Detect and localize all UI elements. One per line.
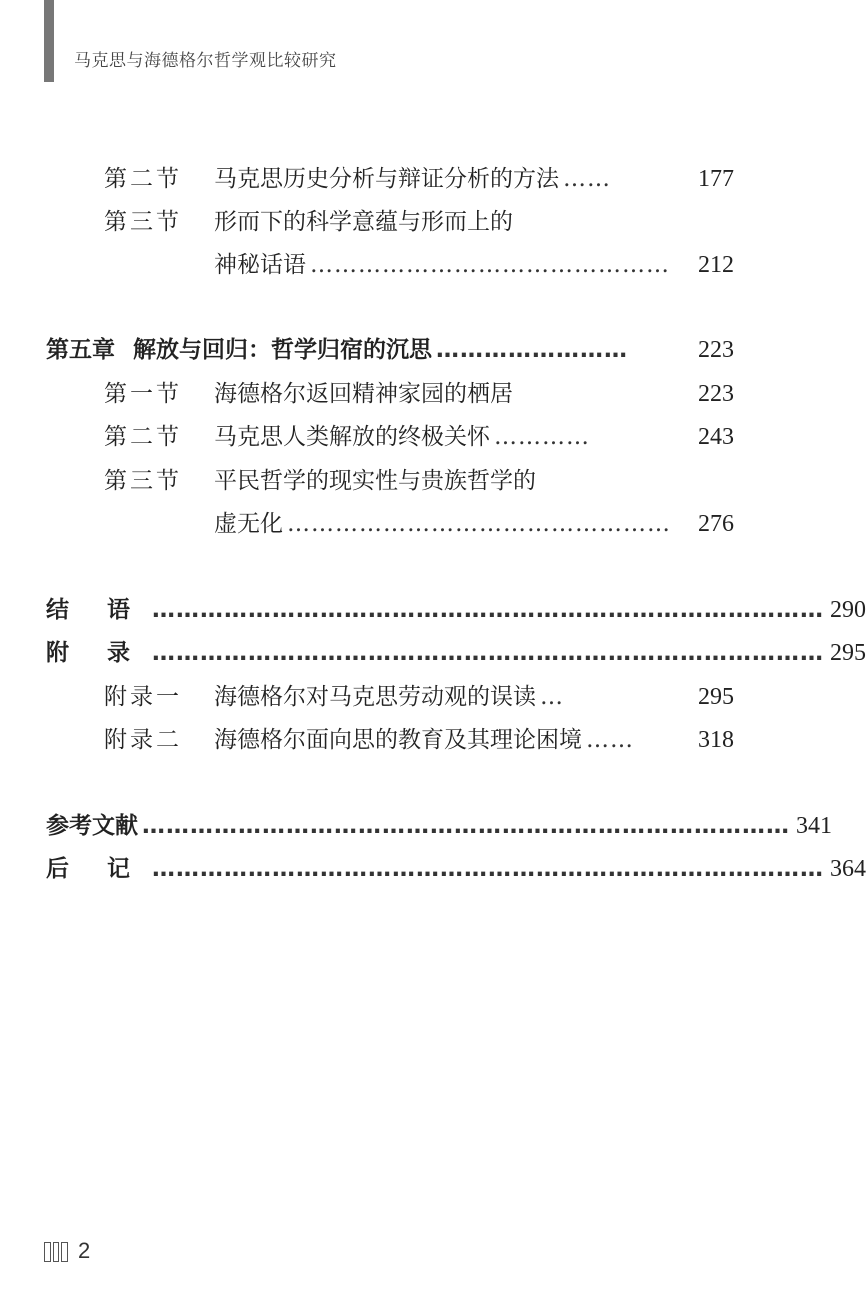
leader-dots: ……	[563, 166, 611, 192]
leader-dots: …	[540, 684, 564, 710]
toc-title: 形而下的科学意蕴与形而上的	[214, 209, 513, 235]
toc-title: 海德格尔面向思的教育及其理论困境	[214, 727, 582, 753]
toc-title: 海德格尔返回精神家园的栖居	[214, 381, 513, 407]
toc-page: 212	[698, 252, 734, 278]
leader-dots: ……	[586, 727, 634, 753]
toc-chapter-label	[46, 853, 130, 885]
toc-label: 附录一	[104, 684, 182, 710]
toc-entry-ch5-s3[interactable]	[104, 465, 734, 497]
toc-chapter-title: 解放与回归：哲学归宿的沉思	[133, 337, 432, 363]
toc-entry-ch5-s2[interactable]	[104, 421, 734, 453]
toc-page: 276	[698, 511, 734, 537]
toc-label: 第三节	[104, 468, 182, 494]
leader-dots: …………	[494, 424, 590, 450]
toc-entry-ch5-s3-cont[interactable]	[214, 508, 734, 540]
leader-dots: …………………………………………………………………………	[152, 597, 824, 623]
label-char-1: 附	[46, 640, 69, 666]
header-side-bar	[44, 0, 54, 82]
toc-label: 第一节	[104, 381, 182, 407]
toc-label: 附录二	[104, 727, 182, 753]
toc-entry-ch4-s3[interactable]	[104, 206, 734, 238]
toc-entry-ch5[interactable]	[46, 334, 734, 366]
toc-entry-ch4-s3-cont[interactable]	[214, 249, 734, 281]
leader-dots: …………………………………………………………………………	[152, 856, 824, 882]
label-char-2: 录	[107, 640, 130, 666]
label-char-2: 语	[107, 597, 130, 623]
toc-title-continued: 神秘话语	[214, 252, 306, 278]
toc-entry-conclusion[interactable]	[46, 594, 866, 626]
leader-dots: ………………………………………	[310, 252, 670, 278]
toc-page: 290	[830, 597, 866, 623]
toc-page: 295	[698, 684, 734, 710]
toc-entry-postscript[interactable]	[46, 853, 866, 885]
page-number: 2	[78, 1238, 91, 1263]
leader-dots: ………………………………………………………………………	[142, 813, 790, 839]
toc-chapter-label: 参考文献	[46, 813, 138, 839]
label-char-1: 结	[46, 597, 69, 623]
toc-page: 341	[796, 813, 832, 839]
toc-page: 243	[698, 424, 734, 450]
toc-title: 平民哲学的现实性与贵族哲学的	[214, 468, 536, 494]
toc-entry-appendix-1[interactable]	[104, 681, 734, 713]
toc-entry-ch4-s2[interactable]	[104, 163, 734, 195]
toc-page: 295	[830, 640, 866, 666]
toc-entry-references[interactable]	[46, 810, 832, 842]
toc-chapter-label: 第五章	[46, 337, 115, 363]
toc-page: 223	[698, 337, 734, 363]
toc-page: 364	[830, 856, 866, 882]
toc-label: 第二节	[104, 424, 182, 450]
toc-entry-appendix-2[interactable]	[104, 724, 734, 756]
toc-entry-appendix[interactable]	[46, 637, 866, 669]
toc-entry-ch5-s1[interactable]	[104, 378, 734, 410]
toc-chapter-label	[46, 594, 130, 626]
toc-label: 第三节	[104, 209, 182, 235]
toc-page: 223	[698, 381, 734, 407]
book-icon	[44, 1242, 68, 1262]
toc-page: 318	[698, 727, 734, 753]
toc-title: 马克思历史分析与辩证分析的方法	[214, 166, 559, 192]
toc-label: 第二节	[104, 166, 182, 192]
toc-title-continued: 虚无化	[214, 511, 283, 537]
toc-title: 马克思人类解放的终极关怀	[214, 424, 490, 450]
toc-chapter-label	[46, 637, 130, 669]
toc-page: 177	[698, 166, 734, 192]
label-char-2: 记	[107, 856, 130, 882]
label-char-1: 后	[46, 856, 69, 882]
running-title: 马克思与海德格尔哲学观比较研究	[74, 51, 337, 71]
leader-dots: …………………………………………	[287, 511, 671, 537]
toc-title: 海德格尔对马克思劳动观的误读	[214, 684, 536, 710]
leader-dots: ……………………	[436, 337, 628, 363]
leader-dots: …………………………………………………………………………	[152, 640, 824, 666]
